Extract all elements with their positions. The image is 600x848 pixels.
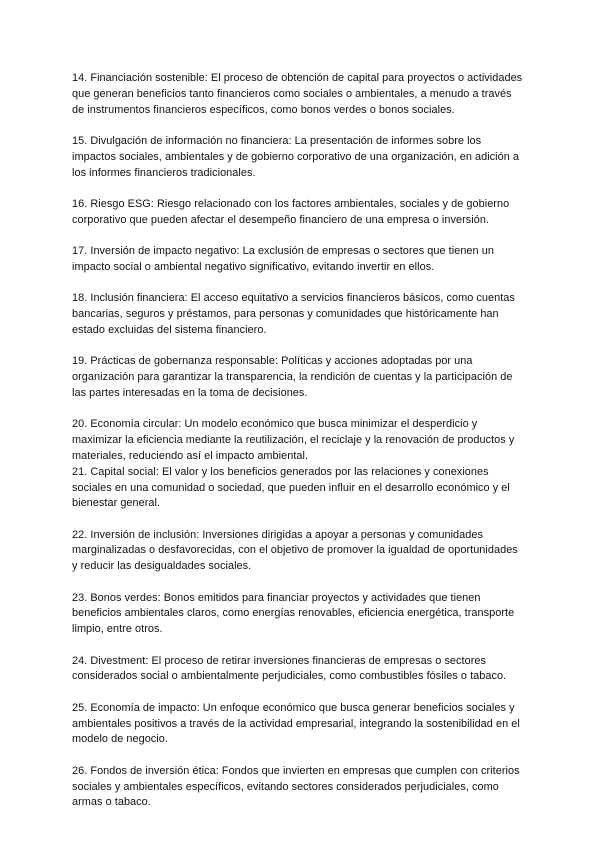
entry-20 — [72, 417, 532, 464]
entry-line: los informes financieros tradicionales. — [72, 166, 256, 179]
entry-line: armas o tabaco. — [72, 796, 151, 809]
entry-line: estado excluidas del sistema financiero. — [72, 323, 267, 336]
entry-line: 21. Capital social: El valor y los beneficios generados por las relaciones y conexiones — [72, 465, 489, 478]
entry-line: 26. Fondos de inversión ética: Fondos que invierten en empresas que cumplen con criterios — [72, 764, 520, 777]
entry-15 — [72, 134, 532, 181]
entry-line: 16. Riesgo ESG: Riesgo relacionado con los factores ambientales, sociales y de gobierno — [72, 197, 510, 210]
entry-line: beneficios ambientales claros, como energías renovables, eficiencia energética, transporte — [72, 607, 515, 620]
entry-21 — [72, 465, 532, 512]
entry-line: bienestar general. — [72, 497, 161, 510]
entry-line: 17. Inversión de impacto negativo: La exclusión de empresas o sectores que tienen un — [72, 245, 494, 258]
entry-line: marginalizadas o desfavorecidas, con el objetivo de promover la igualdad de oportunidades — [72, 544, 518, 557]
entry-line: modelo de negocio. — [72, 733, 168, 746]
entry-line: materiales, reduciendo así el impacto ambiental. — [72, 449, 309, 462]
document-page — [72, 71, 532, 811]
entry-line: de instrumentos financieros específicos, como bonos verdes o bonos sociales. — [72, 103, 455, 116]
entry-line: 20. Economía circular: Un modelo económico que busca minimizar el desperdicio y — [72, 418, 478, 431]
entry-line: corporativo que pueden afectar el desempeño financiero de una empresa o inversión. — [72, 213, 489, 226]
entry-24 — [72, 654, 532, 686]
entry-14 — [72, 71, 532, 118]
entry-line: sociales y ambientales específicos, evitando sectores considerados perjudiciales, como — [72, 780, 499, 793]
entry-26 — [72, 764, 532, 811]
entry-16 — [72, 197, 532, 229]
entry-17 — [72, 244, 532, 276]
entry-line: impactos sociales, ambientales y de gobierno corporativo de una organización, en adición a — [72, 150, 520, 163]
entry-22 — [72, 528, 532, 575]
entry-25 — [72, 701, 532, 748]
entry-19 — [72, 354, 532, 401]
entry-line: considerados social o ambientalmente perjudiciales, como combustibles fósiles o tabaco. — [72, 670, 507, 683]
entry-line: 15. Divulgación de información no financiera: La presentación de informes sobre los — [72, 134, 482, 147]
entry-line: maximizar la eficiencia mediante la reutilización, el reciclaje y la renovación de productos y — [72, 434, 515, 447]
entry-line: 14. Financiación sostenible: El proceso de obtención de capital para proyectos o actividades — [72, 72, 523, 84]
entry-line: 23. Bonos verdes: Bonos emitidos para financiar proyectos y actividades que tienen — [72, 591, 481, 604]
entry-line: 18. Inclusión financiera: El acceso equitativo a servicios financieros básicos, como cuentas — [72, 292, 515, 305]
entry-line: ambientales positivos a través de la actividad empresarial, integrando la sostenibilidad en el — [72, 717, 520, 730]
entry-23 — [72, 591, 532, 638]
entry-line: 19. Prácticas de gobernanza responsable: Políticas y acciones adoptadas por una — [72, 355, 473, 368]
entry-line: limpio, entre otros. — [72, 623, 163, 636]
entry-line: y reducir las desigualdades sociales. — [72, 560, 252, 573]
entry-line: impacto social o ambiental negativo significativo, evitando invertir en ellos. — [72, 260, 435, 273]
entry-line: las partes interesadas en la toma de decisiones. — [72, 386, 308, 399]
entry-line: que generan beneficios tanto financieros como sociales o ambientales, a menudo a través — [72, 87, 512, 100]
entry-18 — [72, 291, 532, 338]
entry-line: 22. Inversión de inclusión: Inversiones dirigidas a apoyar a personas y comunidades — [72, 528, 483, 541]
entry-line: bancarias, seguros y préstamos, para personas y comunidades que históricamente han — [72, 308, 499, 321]
entry-line: 24. Divestment: El proceso de retirar inversiones financieras de empresas o sectores — [72, 654, 486, 667]
entry-line: organización para garantizar la transparencia, la rendición de cuentas y la participación de — [72, 371, 513, 384]
entry-line: sociales en una comunidad o sociedad, que pueden influir en el desarrollo económico y el — [72, 481, 510, 494]
entry-line: 25. Economía de impacto: Un enfoque económico que busca generar beneficios sociales y — [72, 701, 515, 714]
